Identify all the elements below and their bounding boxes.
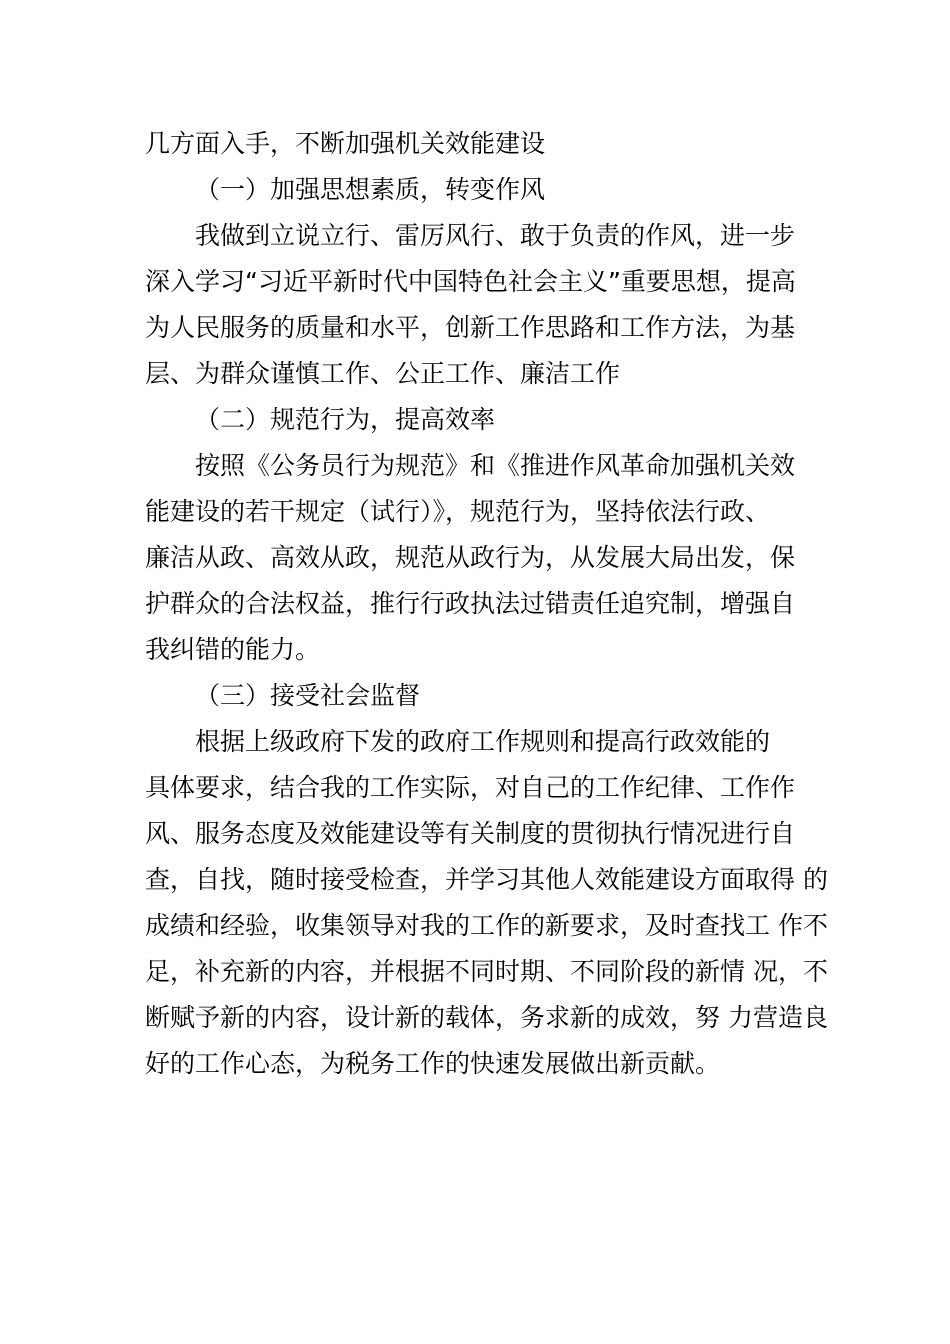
text-line: 按照《公务员行为规范》和《推进作风革命加强机关效 [195, 451, 796, 480]
section-heading-1: （一）加强思想素质，转变作风 [195, 175, 546, 204]
text-line: 层、为群众谨慎工作、公正工作、廉洁工作 [145, 359, 621, 388]
text-line: 为人民服务的质量和水平，创新工作思路和工作方法，为基 [145, 313, 796, 342]
text-line: 断赋予新的内容，设计新的载体，务求新的成效，努 力营造良 [145, 1003, 828, 1032]
text-line: 风、服务态度及效能建设等有关制度的贯彻执行情况进行自 [145, 819, 796, 848]
text-line: 深入学习“习近平新时代中国特色社会主义”重要思想，提高 [145, 267, 796, 296]
text-line: 几方面入手，不断加强机关效能建设 [145, 129, 546, 158]
text-line: 护群众的合法权益，推行行政执法过错责任追究制，增强自 [145, 589, 796, 618]
text-line: 我做到立说立行、雷厉风行、敢于负责的作风，进一步 [195, 221, 796, 250]
text-line: 好的工作心态，为税务工作的快速发展做出新贡献。 [145, 1049, 721, 1078]
text-line: 我纠错的能力。 [145, 635, 321, 664]
text-line: 能建设的若干规定（试行）》，规范行为，坚持依法行政、 [145, 497, 771, 526]
text-line: 具体要求，结合我的工作实际，对自己的工作纪律、工作作 [145, 773, 796, 802]
section-heading-2: （二）规范行为，提高效率 [195, 405, 496, 434]
text-line: 根据上级政府下发的政府工作规则和提高行政效能的 [195, 727, 771, 756]
text-line: 足，补充新的内容，并根据不同时期、不同阶段的新情 况，不 [145, 957, 828, 986]
document-body [145, 121, 835, 1087]
text-line: 成绩和经验，收集领导对我的工作的新要求，及时查找工 作不 [145, 911, 828, 940]
section-heading-3: （三）接受社会监督 [195, 681, 421, 710]
text-line: 廉洁从政、高效从政，规范从政行为，从发展大局出发，保 [145, 543, 796, 572]
text-line: 查，自找，随时接受检查，并学习其他人效能建设方面取得 的 [145, 865, 828, 894]
